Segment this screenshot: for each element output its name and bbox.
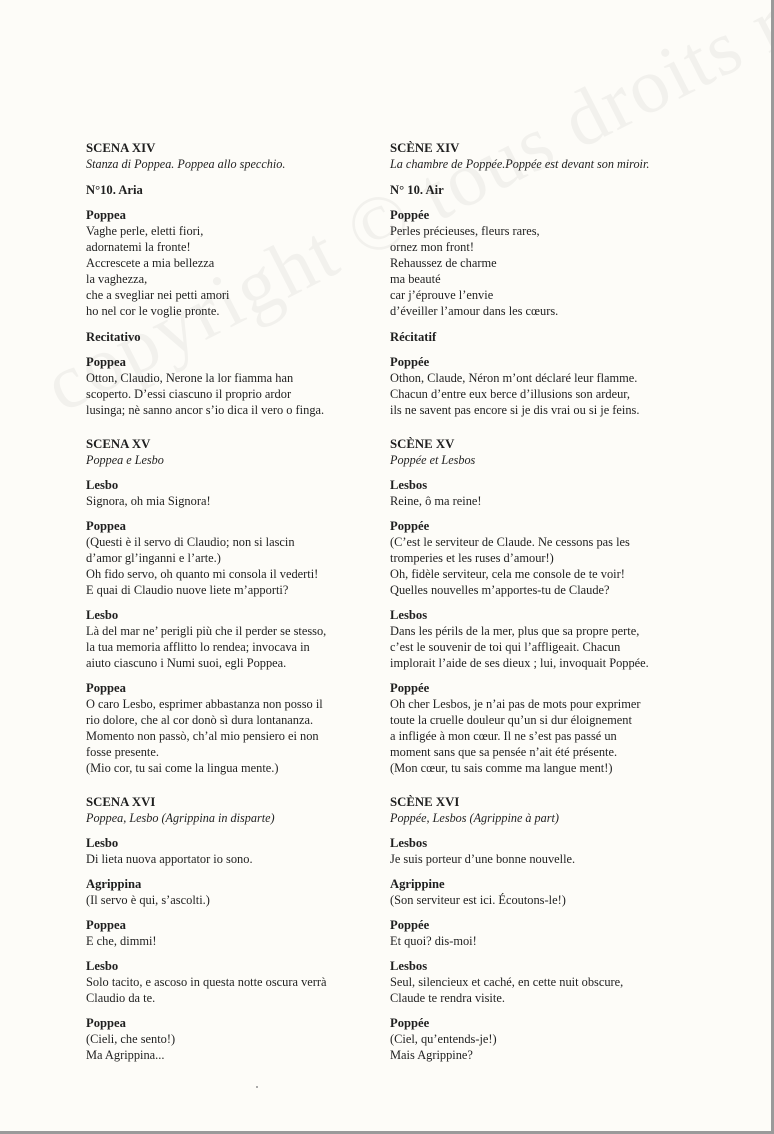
speaker-name: Poppée [390, 208, 430, 222]
speaker-name: Poppée [390, 681, 430, 695]
scene-title: SCÈNE XIV [390, 141, 460, 155]
speech-block [86, 917, 371, 949]
speech-line: ma beauté [390, 272, 441, 286]
scene [86, 436, 371, 776]
speaker-name: Agrippine [390, 877, 445, 891]
section-heading: N° 10. Air [390, 183, 444, 197]
speech-line: car j’éprouve l’envie [390, 288, 494, 302]
scene [390, 140, 680, 418]
scene [390, 794, 680, 1063]
speech-line: d’amor gl’inganni e l’arte.) [86, 551, 221, 565]
speech-line: a infligée à mon cœur. Il ne s’est pas passé un [390, 729, 617, 743]
speech-line: Signora, oh mia Signora! [86, 494, 211, 508]
speech-line: (Questi è il servo di Claudio; non si lascin [86, 535, 295, 549]
speech-line: ho nel cor le voglie pronte. [86, 304, 220, 318]
speaker-name: Poppea [86, 519, 126, 533]
speech-block [86, 680, 371, 776]
speech-line: ils ne savent pas encore si je dis vrai ou si je feins. [390, 403, 640, 417]
speech-line: Claudio da te. [86, 991, 156, 1005]
speech-line: (Mio cor, tu sai come la lingua mente.) [86, 761, 279, 775]
speech-line: la tua memoria afflitto lo rendea; invocava in [86, 640, 310, 654]
speech-line: Je suis porteur d’une bonne nouvelle. [390, 852, 576, 866]
speaker-name: Poppea [86, 918, 126, 932]
speech-block [390, 835, 680, 867]
speech-line: Solo tacito, e ascoso in questa notte oscura verrà [86, 975, 327, 989]
speech-line: Othon, Claude, Néron m’ont déclaré leur flamme. [390, 371, 638, 385]
scene [86, 794, 371, 1063]
speech-line: lusinga; nè sanno ancor s’io dica il vero o finga. [86, 403, 325, 417]
speech-line: Di lieta nuova apportator io sono. [86, 852, 253, 866]
speech-line: (Cieli, che sento!) [86, 1032, 176, 1046]
speech-line: moment sans que sa pensée n’ait été présente. [390, 745, 618, 759]
scene-title: SCENA XV [86, 437, 151, 451]
scene-subtitle: Poppea, Lesbo (Agrippina in disparte) [86, 811, 275, 825]
speech-line: Otton, Claudio, Nerone la lor fiamma han [86, 371, 294, 385]
speech-block [390, 958, 680, 1006]
scene-title: SCÈNE XVI [390, 795, 460, 809]
speech-line: implorait l’aide de ses dieux ; lui, invoquait Poppée. [390, 656, 649, 670]
scene-subtitle: Poppea e Lesbo [86, 453, 164, 467]
speech-line: Reine, ô ma reine! [390, 494, 482, 508]
scene [86, 140, 371, 418]
speech-line: (Son serviteur est ici. Écoutons-le!) [390, 893, 566, 907]
speaker-name: Agrippina [86, 877, 142, 891]
speech-block [390, 518, 680, 598]
speech-line: E quai di Claudio nuove liete m’apporti? [86, 583, 289, 597]
speech-line: (Il servo è qui, s’ascolti.) [86, 893, 210, 907]
speech-block [86, 477, 371, 509]
speech-line: d’éveiller l’amour dans les cœurs. [390, 304, 559, 318]
speech-block [390, 354, 680, 418]
speech-block [86, 958, 371, 1006]
speaker-name: Lesbo [86, 608, 119, 622]
speech-block [86, 1015, 371, 1063]
speech-line: fosse presente. [86, 745, 159, 759]
speaker-name: Poppea [86, 355, 126, 369]
speech-block [86, 354, 371, 418]
speech-line: ornez mon front! [390, 240, 474, 254]
speaker-name: Poppea [86, 681, 126, 695]
speech-line: Perles précieuses, fleurs rares, [390, 224, 540, 238]
speech-line: rio dolore, che al cor donò sì dura lontananza. [86, 713, 314, 727]
speech-line: Dans les périls de la mer, plus que sa propre perte, [390, 624, 640, 638]
speech-line: Ma Agrippina... [86, 1048, 165, 1062]
speech-block [86, 835, 371, 867]
speech-line: Quelles nouvelles m’apportes-tu de Claude? [390, 583, 610, 597]
speech-block [390, 207, 680, 319]
speaker-name: Lesbo [86, 478, 119, 492]
speech-line: Oh fido servo, oh quanto mi consola il vederti! [86, 567, 319, 581]
scene [390, 436, 680, 776]
speaker-name: Lesbos [390, 478, 428, 492]
speech-line: Seul, silencieux et caché, en cette nuit obscure, [390, 975, 624, 989]
speaker-name: Lesbo [86, 959, 119, 973]
speaker-name: Lesbos [390, 959, 428, 973]
speech-line: tromperies et les ruses d’amour!) [390, 551, 554, 565]
speech-line: che a svegliar nei petti amori [86, 288, 230, 302]
speech-line: Momento non passò, ch’al mio pensiero ei non [86, 729, 319, 743]
speech-line: Oh cher Lesbos, je n’ai pas de mots pour exprimer [390, 697, 641, 711]
speaker-name: Poppée [390, 519, 430, 533]
speaker-name: Lesbos [390, 608, 428, 622]
speech-line: Accrescete a mia bellezza [86, 256, 215, 270]
french-column [390, 140, 680, 1063]
speaker-name: Poppea [86, 208, 126, 222]
section-heading: N°10. Aria [86, 183, 143, 197]
speech-line: scoperto. D’essi ciascuno il proprio ardor [86, 387, 292, 401]
speech-line: E che, dimmi! [86, 934, 157, 948]
speech-line: Mais Agrippine? [390, 1048, 473, 1062]
scene-title: SCÈNE XV [390, 437, 455, 451]
speech-block [390, 917, 680, 949]
speaker-name: Lesbos [390, 836, 428, 850]
speech-block [86, 518, 371, 598]
scene-title: SCENA XVI [86, 795, 156, 809]
speech-line: (Mon cœur, tu sais comme ma langue ment!) [390, 761, 613, 775]
speech-line: c’est le souvenir de toi qui l’affligeait. Chacun [390, 640, 621, 654]
scene-subtitle: La chambre de Poppée.Poppée est devant son miroir. [390, 157, 650, 171]
speaker-name: Poppée [390, 918, 430, 932]
scene-title: SCENA XIV [86, 141, 156, 155]
speech-line: Là del mar ne’ perigli più che il perder se stesso, [86, 624, 327, 638]
speech-block [86, 207, 371, 319]
speech-line: Claude te rendra visite. [390, 991, 505, 1005]
speech-block [390, 1015, 680, 1063]
speech-line: Rehaussez de charme [390, 256, 497, 270]
speech-line: (Ciel, qu’entends-je!) [390, 1032, 497, 1046]
speaker-name: Lesbo [86, 836, 119, 850]
section-heading: Recitativo [86, 330, 141, 344]
scene-subtitle: Stanza di Poppea. Poppea allo specchio. [86, 157, 286, 171]
scene-subtitle: Poppée, Lesbos (Agrippine à part) [390, 811, 559, 825]
speech-block [390, 477, 680, 509]
speech-block [86, 607, 371, 671]
speech-line: Oh, fidèle serviteur, cela me console de te voir! [390, 567, 625, 581]
speech-line: Vaghe perle, eletti fiori, [86, 224, 204, 238]
speech-line: aiuto ciascuno i Numi suoi, egli Poppea. [86, 656, 287, 670]
section-heading: Récitatif [390, 330, 437, 344]
speech-block [390, 876, 680, 908]
speech-line: Et quoi? dis-moi! [390, 934, 477, 948]
scene-subtitle: Poppée et Lesbos [390, 453, 476, 467]
speech-line: adornatemi la fronte! [86, 240, 191, 254]
speaker-name: Poppée [390, 355, 430, 369]
speech-line: Chacun d’entre eux berce d’illusions son ardeur, [390, 387, 631, 401]
page-speck [256, 1086, 258, 1088]
speech-line: la vaghezza, [86, 272, 148, 286]
speech-block [86, 876, 371, 908]
speech-line: toute la cruelle douleur qu’un si dur éloignement [390, 713, 632, 727]
speaker-name: Poppea [86, 1016, 126, 1030]
speech-block [390, 607, 680, 671]
speech-block [390, 680, 680, 776]
speech-line: (C’est le serviteur de Claude. Ne cessons pas les [390, 535, 630, 549]
italian-column [86, 140, 371, 1063]
speech-line: O caro Lesbo, esprimer abbastanza non posso il [86, 697, 323, 711]
speaker-name: Poppée [390, 1016, 430, 1030]
